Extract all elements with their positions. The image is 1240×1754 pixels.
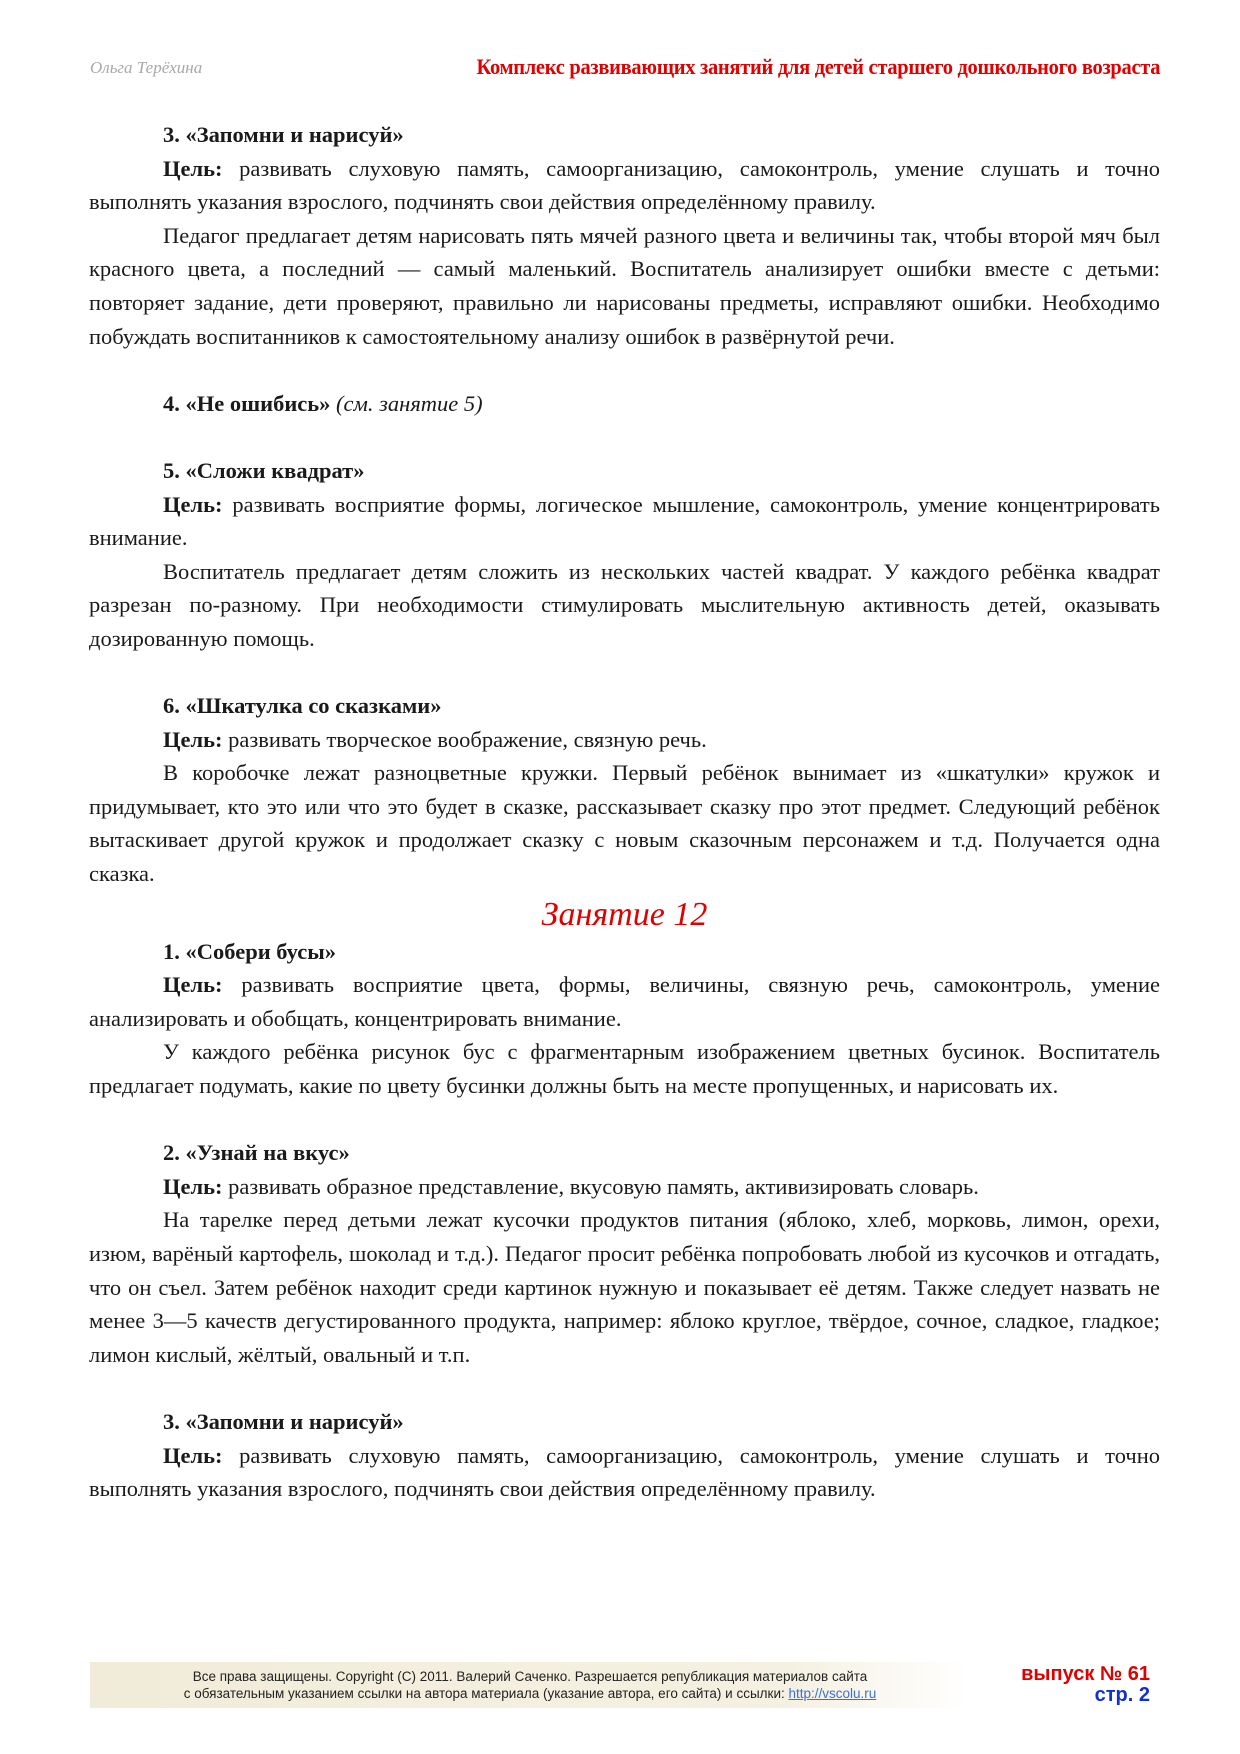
section-heading: 3. «Запомни и нарисуй» bbox=[163, 1408, 404, 1434]
section-goal bbox=[89, 488, 1160, 555]
goal-text: развивать творческое воображение, связную речь. bbox=[222, 726, 707, 752]
header-author: Ольга Терёхина bbox=[90, 58, 203, 77]
goal-label: Цель: bbox=[163, 155, 223, 181]
section-heading: 3. «Запомни и нарисуй» bbox=[163, 122, 404, 147]
section-body: В коробочке лежат разноцветные кружки. Первый ребёнок вынимает из «шкатулки» кружок и придумывает, кто это или что это будет в сказке, рассказывает сказку про этот предмет. Следующий ребёнок вытаскивает другой кружок и продолжает сказку с новым сказочным персонажем и т.д. Получается одна сказка. bbox=[89, 760, 1160, 887]
section-heading: 2. «Узнай на вкус» bbox=[163, 1140, 350, 1166]
site-link[interactable]: http://vscolu.ru bbox=[788, 1686, 877, 1701]
section-reference: (см. занятие 5) bbox=[330, 390, 483, 416]
section-heading: 6. «Шкатулка со сказками» bbox=[163, 693, 442, 719]
goal-text: развивать слуховую память, самоорганизацию, самоконтроль, умение слушать и точно выполнять указания взрослого, подчинять свои действия определённому правилу. bbox=[89, 1442, 1160, 1502]
section-goal bbox=[89, 968, 1160, 1035]
goal-label: Цель: bbox=[163, 1442, 223, 1468]
goal-text: развивать восприятие цвета, формы, величины, связную речь, самоконтроль, умение анализировать и обобщать, концентрировать внимание. bbox=[89, 972, 1160, 1031]
copyright-text: с обязательным указанием ссылки на автора материала (указание автора, его сайта) и ссылки: bbox=[183, 1686, 789, 1701]
section-body: Педагог предлагает детям нарисовать пять мячей разного цвета и величины так, чтобы второй мяч был красного цвета, а последний — самый маленький. Воспитатель анализирует ошибки вместе с детьми: повторяет задание, дети проверяют, правильно ли нарисованы предметы, исправляют ошибки. Необходимо побуждать воспитанников к самостоятельному анализу ошибок в развёрнутой речи. bbox=[89, 222, 1160, 349]
goal-text: развивать слуховую память, самоорганизацию, самоконтроль, умение слушать и точно выполнять указания взрослого, подчинять свои действия определённому правилу. bbox=[89, 155, 1160, 215]
section-heading: 1. «Собери бусы» bbox=[163, 938, 337, 964]
lesson-title: Занятие 12 bbox=[541, 895, 708, 933]
section-goal bbox=[89, 1439, 1160, 1506]
issue-number: выпуск № 61 bbox=[1021, 1663, 1150, 1685]
section-goal bbox=[89, 723, 1160, 757]
heading-text: 4. «Не ошибись» bbox=[163, 390, 331, 416]
section-goal bbox=[89, 152, 1160, 219]
goal-label: Цель: bbox=[163, 972, 223, 998]
copyright-footer bbox=[90, 1662, 970, 1708]
goal-text: развивать восприятие формы, логическое мышление, самоконтроль, умение концентрировать внимание. bbox=[89, 491, 1160, 551]
section-body: У каждого ребёнка рисунок бус с фрагментарным изображением цветных бусинок. Воспитатель предлагает подумать, какие по цвету бусинки должны быть на месте пропущенных, и нарисовать их. bbox=[89, 1039, 1160, 1099]
goal-label: Цель: bbox=[163, 1173, 223, 1199]
goal-text: развивать образное представление, вкусовую память, активизировать словарь. bbox=[222, 1173, 979, 1199]
section-goal bbox=[89, 1170, 1160, 1204]
issue-info bbox=[1021, 1664, 1150, 1706]
copyright-line-1: Все права защищены. Copyright (C) 2011. Валерий Саченко. Разрешается републикация материалов сайта bbox=[192, 1669, 868, 1684]
copyright-line-2 bbox=[90, 1685, 970, 1702]
document-body bbox=[89, 118, 1160, 1506]
section-heading: 5. «Сложи квадрат» bbox=[163, 457, 365, 483]
section-body: Воспитатель предлагает детям сложить из нескольких частей квадрат. У каждого ребёнка квадрат разрезан по-разному. При необходимости стимулировать мыслительную активность детей, оказывать дозированную помощь. bbox=[89, 558, 1160, 651]
header-title: Комплекс развивающих занятий для детей старшего дошкольного возраста bbox=[476, 54, 1160, 79]
section-heading bbox=[89, 387, 1160, 421]
goal-label: Цель: bbox=[163, 491, 223, 517]
page-number: стр. 2 bbox=[1094, 1684, 1150, 1706]
goal-label: Цель: bbox=[163, 726, 223, 752]
section-body: На тарелке перед детьми лежат кусочки продуктов питания (яблоко, хлеб, морковь, лимон, орехи, изюм, варёный картофель, шоколад и т.д.). Педагог просит ребёнка попробовать любой из кусочков и отгадать, что он съел. Затем ребёнок находит среди картинок нужную и показывает её детям. Также следует назвать не менее 3—5 качеств дегустированного продукта, например: яблоко круглое, твёрдое, сочное, сладкое, гладкое; лимон кислый, жёлтый, овальный и т.п. bbox=[89, 1207, 1160, 1367]
